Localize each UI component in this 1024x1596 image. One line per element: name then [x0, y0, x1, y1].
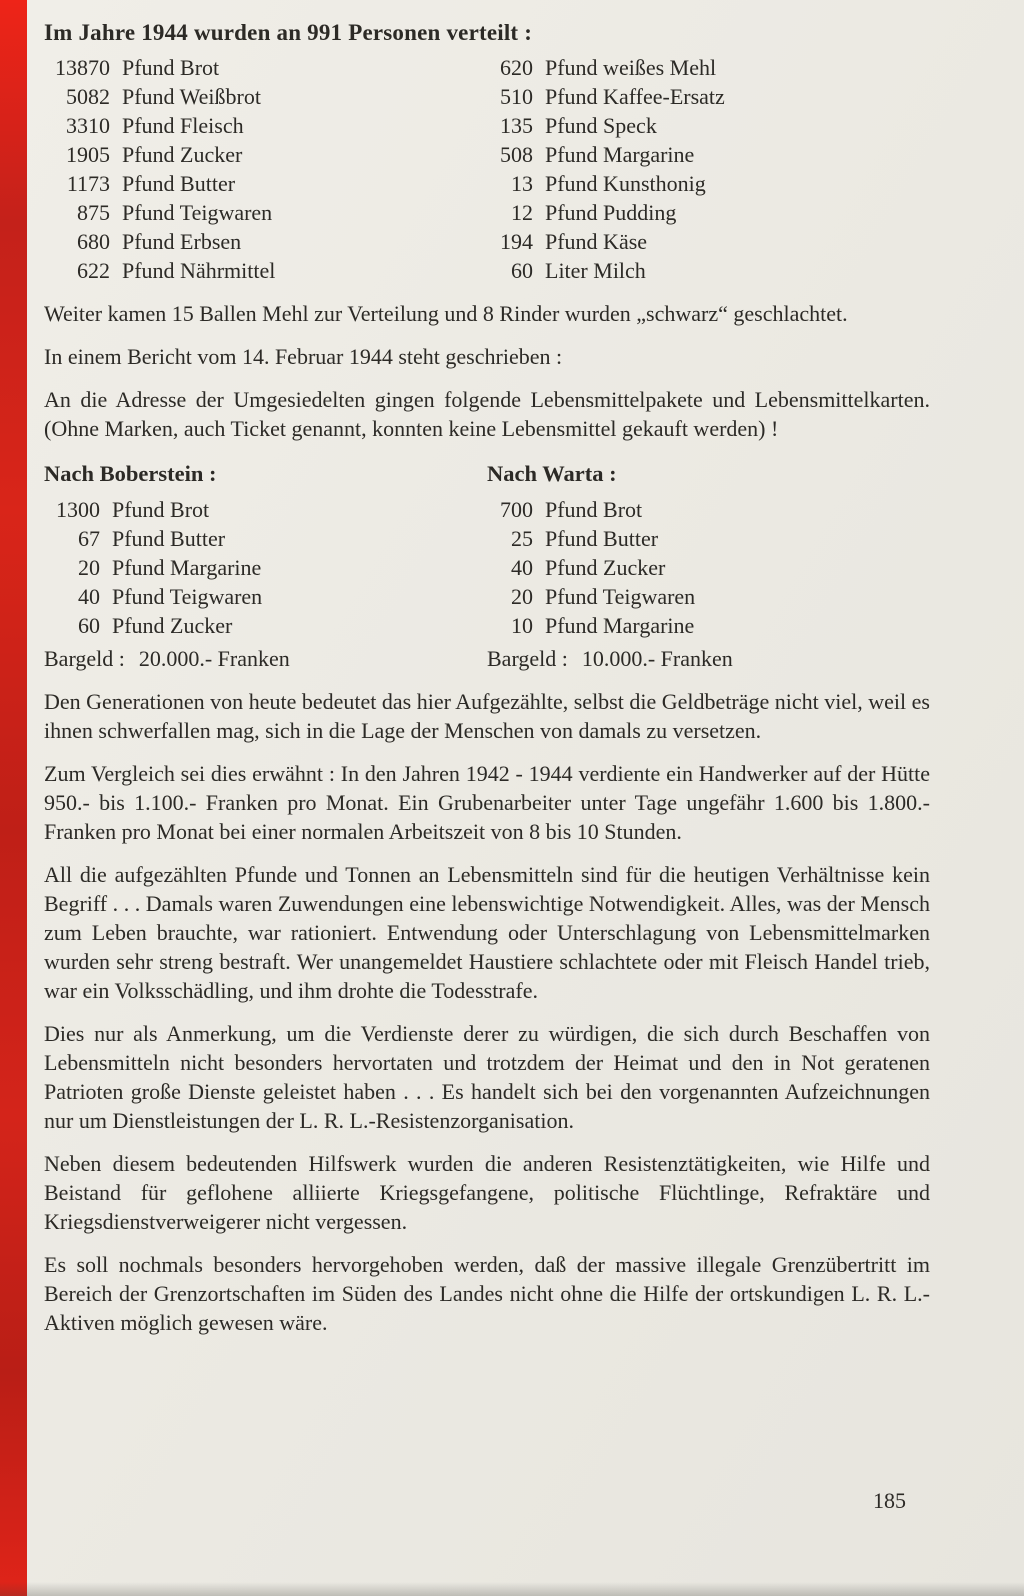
ration-item [487, 553, 930, 582]
destination-headings [44, 443, 930, 495]
ration-qty: 135 [500, 113, 533, 138]
ration-name: Pfund Butter [545, 526, 659, 551]
ration-qty: 1905 [66, 142, 110, 167]
boberstein-cash [44, 644, 487, 673]
paragraph-hilfswerk: Neben diesem bedeutenden Hilfswerk wurden die anderen Resistenztätigkeiten, wie Hilfe und Beistand für geflohene alliierte Kriegsgefangene, politische Flüchtlinge, Refraktäre und Kriegsdienstverweigerer nicht vergessen. [44, 1151, 930, 1234]
ration-item [44, 582, 487, 611]
ration-distribution-list [44, 53, 930, 285]
ration-qty: 12 [511, 200, 533, 225]
ration-item [44, 111, 487, 140]
ration-qty: 40 [78, 584, 100, 609]
ration-item [487, 611, 930, 640]
ration-name: Pfund Pudding [545, 200, 677, 225]
ration-name: Pfund weißes Mehl [545, 55, 717, 80]
ration-qty: 20 [511, 584, 533, 609]
ration-item [487, 227, 930, 256]
ration-item [44, 524, 487, 553]
ration-qty: 10 [511, 613, 533, 638]
ration-item [487, 82, 930, 111]
ration-item [44, 553, 487, 582]
heading-boberstein: Nach Boberstein : [44, 461, 217, 486]
cash-label: Bargeld : [44, 646, 125, 671]
paragraph-adresse: An die Adresse der Umgesiedelten gingen folgende Lebensmittelpakete und Lebensmittelkarten. (Ohne Marken, auch Ticket genannt, konnten keine Lebensmittel gekauft werden) ! [44, 387, 930, 441]
ration-item [44, 495, 487, 524]
ration-item [44, 53, 487, 82]
ration-qty: 1173 [66, 171, 110, 196]
warta-cash [487, 644, 930, 673]
page-heading: Im Jahre 1944 wurden an 991 Personen verteilt : [44, 20, 533, 45]
cash-value: 10.000.- Franken [581, 646, 733, 671]
ration-name: Pfund Käse [545, 229, 648, 254]
paragraph-generationen: Den Generationen von heute bedeutet das hier Aufgezählte, selbst die Geldbeträge nicht viel, weil es ihnen schwerfallen mag, sich in die Lage der Menschen von damals zu versetzen. [44, 689, 930, 743]
ration-qty: 875 [77, 200, 110, 225]
ration-name: Pfund Butter [112, 526, 226, 551]
ration-qty: 25 [511, 526, 533, 551]
ration-name: Pfund Margarine [112, 555, 262, 580]
ration-name: Pfund Brot [122, 55, 220, 80]
ration-qty: 60 [78, 613, 100, 638]
ration-qty: 680 [77, 229, 110, 254]
ration-qty: 60 [511, 258, 533, 283]
ration-name: Pfund Brot [112, 497, 210, 522]
ration-qty: 5082 [66, 84, 110, 109]
ration-column-left [44, 53, 487, 285]
paragraph-bericht: In einem Bericht vom 14. Februar 1944 steht geschrieben : [44, 344, 563, 369]
ration-name: Pfund Zucker [545, 555, 666, 580]
ration-item [44, 227, 487, 256]
ration-name: Pfund Margarine [545, 613, 695, 638]
ration-name: Pfund Butter [122, 171, 236, 196]
ration-item [487, 495, 930, 524]
ration-qty: 67 [78, 526, 100, 551]
ration-name: Pfund Speck [545, 113, 657, 138]
ration-name: Pfund Erbsen [122, 229, 242, 254]
ration-item [44, 82, 487, 111]
cash-label: Bargeld : [487, 646, 568, 671]
ration-qty: 508 [500, 142, 533, 167]
ration-item [44, 169, 487, 198]
ration-item [487, 582, 930, 611]
heading-warta: Nach Warta : [487, 461, 617, 486]
ration-name: Pfund Kaffee-Ersatz [545, 84, 725, 109]
ration-item [487, 111, 930, 140]
ration-item [487, 53, 930, 82]
ration-name: Pfund Kunsthonig [545, 171, 706, 196]
ration-name: Pfund Teigwaren [112, 584, 263, 609]
paragraph-vergleich: Zum Vergleich sei dies erwähnt : In den Jahren 1942 - 1944 verdiente ein Handwerker auf der Hütte 950.- bis 1.100.- Franken pro Monat. Ein Grubenarbeiter unter Tage ungefähr 1.600 bis 1.800.- Franken pro Monat bei einer normalen Arbeitszeit von 8 bis 10 Stunden. [44, 761, 930, 844]
ration-item [487, 524, 930, 553]
page-number: 185 [873, 1488, 906, 1513]
ration-qty: 194 [500, 229, 533, 254]
ration-name: Pfund Zucker [112, 613, 233, 638]
paragraph-rationierung: All die aufgezählten Pfunde und Tonnen an Lebensmitteln sind für die heutigen Verhältnisse kein Begriff . . . Damals waren Zuwendungen eine lebenswichtige Notwendigkeit. Alles, was der Mensch zum Leben brauchte, war rationiert. Entwendung oder Unterschlagung von Lebensmittelmarken wurden sehr streng bestraft. Wer unangemeldet Haustiere schlachtete oder mit Fleisch Handel trieb, war ein Volksschädling, und ihm drohte die Todesstrafe. [44, 862, 930, 1003]
ration-item [487, 140, 930, 169]
page-content [44, 20, 930, 1337]
ration-qty: 3310 [66, 113, 110, 138]
ration-name: Pfund Teigwaren [122, 200, 273, 225]
ration-qty: 13 [511, 171, 533, 196]
ration-qty: 40 [511, 555, 533, 580]
ration-item [44, 611, 487, 640]
ration-column-right [487, 53, 930, 285]
cash-value: 20.000.- Franken [138, 646, 290, 671]
ration-item [44, 140, 487, 169]
ration-qty: 700 [500, 497, 533, 522]
destination-lists [44, 495, 930, 673]
paragraph-mehl: Weiter kamen 15 Ballen Mehl zur Verteilung und 8 Rinder wurden „schwarz“ geschlachtet. [44, 301, 848, 326]
paragraph-anmerkung: Dies nur als Anmerkung, um die Verdienste derer zu würdigen, die sich durch Beschaffen von Lebensmitteln nicht besonders hervortaten und trotzdem der Heimat und den in Not geratenen Patrioten große Dienste geleistet haben . . . Es handelt sich bei den vorgenannten Aufzeichnungen nur um Dienstleistungen der L. R. L.-Resistenzorganisation. [44, 1021, 930, 1133]
ration-item [487, 169, 930, 198]
page-edge-red-strip [0, 0, 27, 1596]
ration-item [487, 256, 930, 285]
ration-name: Pfund Nährmittel [122, 258, 276, 283]
ration-name: Liter Milch [545, 258, 646, 283]
ration-qty: 620 [500, 55, 533, 80]
ration-name: Pfund Brot [545, 497, 643, 522]
ration-qty: 510 [500, 84, 533, 109]
ration-name: Pfund Zucker [122, 142, 243, 167]
warta-list [487, 495, 930, 673]
ration-qty: 20 [78, 555, 100, 580]
ration-item [44, 256, 487, 285]
paragraph-grenzuebertritt: Es soll nochmals besonders hervorgehoben werden, daß der massive illegale Grenzübertritt im Bereich der Grenzortschaften im Süden des Landes nicht ohne die Hilfe der ortskundigen L. R. L.-Aktiven möglich gewesen wäre. [44, 1252, 930, 1335]
ration-qty: 622 [77, 258, 110, 283]
ration-name: Pfund Margarine [545, 142, 695, 167]
ration-item [487, 198, 930, 227]
ration-item [44, 198, 487, 227]
ration-qty: 13870 [55, 55, 110, 80]
ration-name: Pfund Teigwaren [545, 584, 696, 609]
ration-name: Pfund Weißbrot [122, 84, 261, 109]
scan-bottom-shadow [0, 1582, 1024, 1596]
ration-qty: 1300 [56, 497, 100, 522]
boberstein-list [44, 495, 487, 673]
ration-name: Pfund Fleisch [122, 113, 244, 138]
